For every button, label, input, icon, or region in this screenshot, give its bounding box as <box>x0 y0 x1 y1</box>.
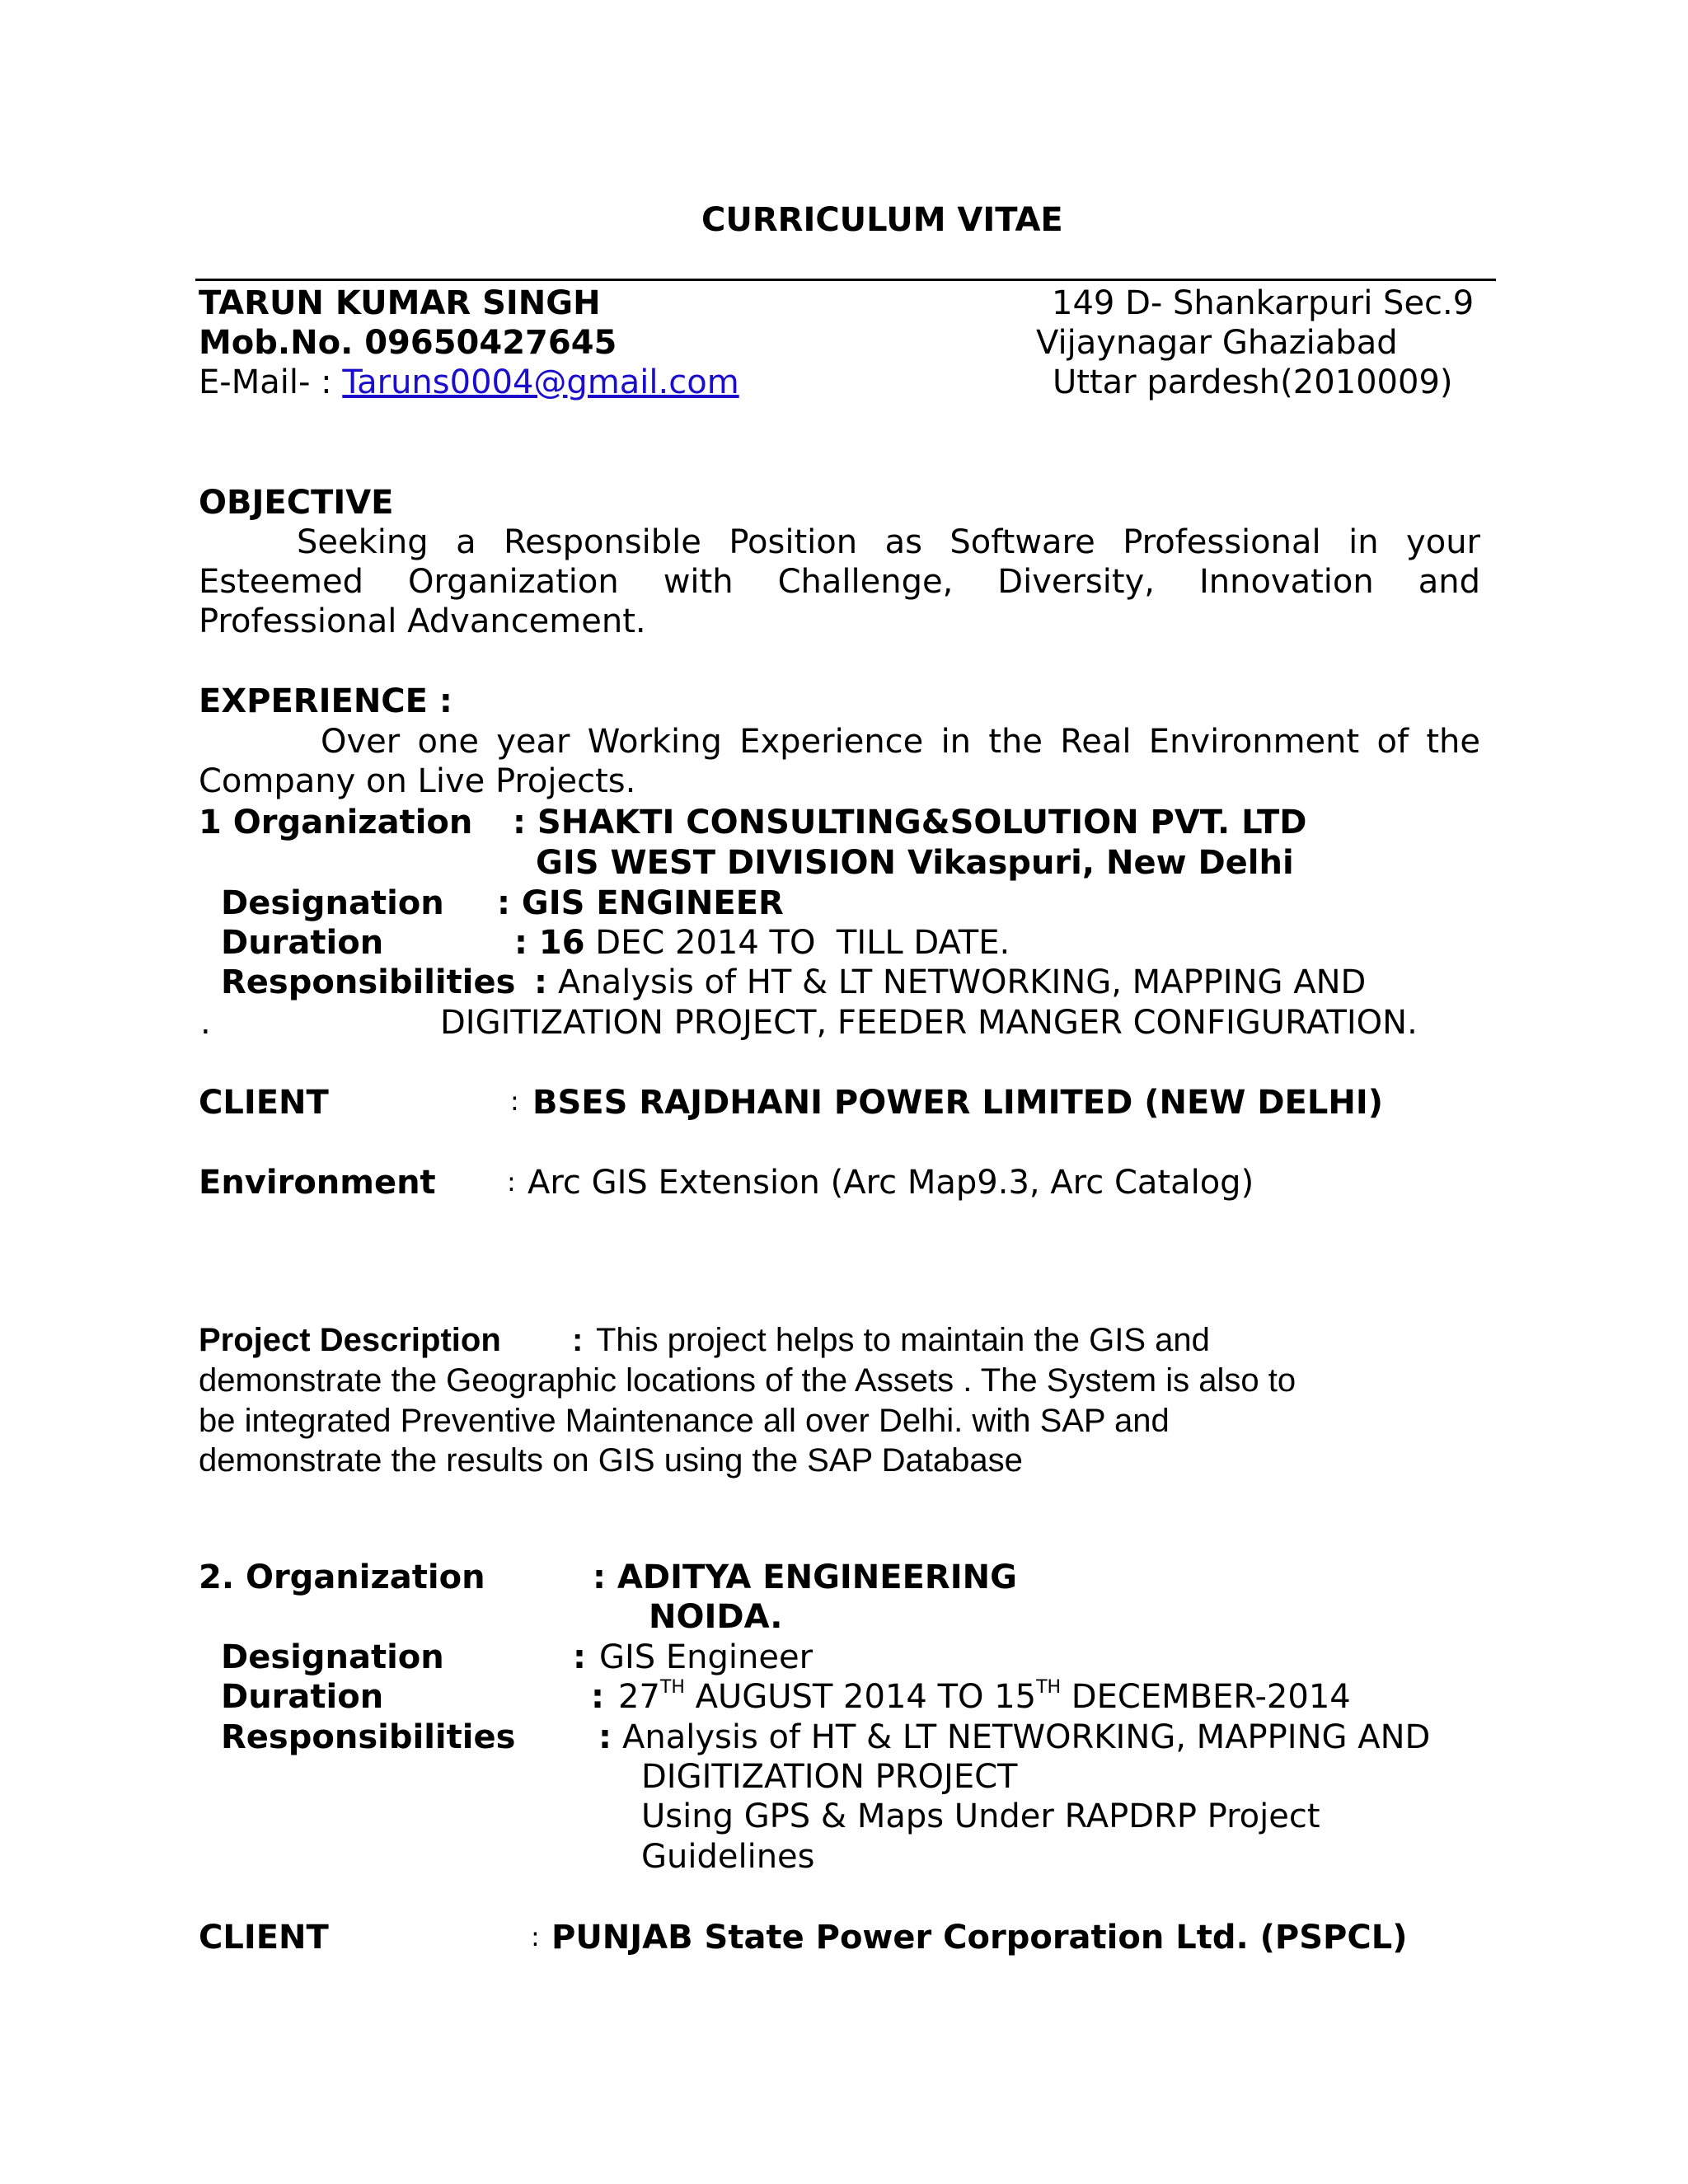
org2-duration-end: DECEMBER-2014 <box>1061 1678 1351 1716</box>
org1-env: Arc GIS Extension (Arc Map9.3, Arc Catalog) <box>528 1164 1254 1202</box>
candidate-name: TARUN KUMAR SINGH <box>199 284 601 322</box>
org1-env-label: Environment <box>199 1164 436 1202</box>
org1-project-line-4: demonstrate the results on GIS using the SAP Database <box>199 1442 1023 1479</box>
org1-designation: : GIS ENGINEER <box>497 884 784 922</box>
experience-line-2: Company on Live Projects. <box>199 762 636 800</box>
mobile-number: 09650427645 <box>364 324 617 362</box>
org1-project-colon: : <box>572 1322 584 1358</box>
org2-resp-label: Responsibilities <box>221 1718 516 1756</box>
org1-resp-label: Responsibilities <box>221 963 516 1001</box>
org1-resp-line-1: Analysis of HT & LT NETWORKING, MAPPING AND <box>558 963 1367 1001</box>
org1-label: 1 Organization <box>199 804 473 841</box>
org1-project-label: Project Description <box>199 1322 501 1358</box>
org1-duration-colon: : 16 <box>514 924 585 962</box>
org1-resp-line-2: DIGITIZATION PROJECT, FEEDER MANGER CONFIGURATION. <box>440 1004 1418 1042</box>
org2-resp-colon: : <box>598 1718 612 1756</box>
org1-project-line-3: be integrated Preventive Maintenance all over Delhi. with SAP and <box>199 1403 1170 1439</box>
objective-line-2: Esteemed Organization with Challenge, Diversity, Innovation and <box>199 563 1480 601</box>
org1-client: BSES RAJDHANI POWER LIMITED (NEW DELHI) <box>532 1084 1383 1122</box>
org2-duration-start-day: 27 <box>618 1678 660 1716</box>
org2-resp-line-4: Guidelines <box>641 1838 815 1876</box>
org2-designation-label: Designation <box>221 1638 444 1676</box>
org2-resp-line-3: Using GPS & Maps Under RAPDRP Project <box>641 1797 1320 1835</box>
email-link[interactable]: Taruns0004@gmail.com <box>342 363 739 401</box>
address-line-2: Vijaynagar Ghaziabad <box>1036 324 1398 362</box>
org2-duration-sup-1: TH <box>659 1677 685 1698</box>
objective-line-1: Seeking a Responsible Position as Software Professional in your <box>297 523 1480 561</box>
org2-resp-line-1: Analysis of HT & LT NETWORKING, MAPPING AND <box>622 1718 1431 1756</box>
org2-name-line-2: NOIDA. <box>649 1598 783 1636</box>
mobile-label: Mob.No. <box>199 324 354 362</box>
org2-duration-middle: AUGUST 2014 TO 15 <box>684 1678 1037 1716</box>
org2-label: 2. Organization <box>199 1558 485 1596</box>
org1-client-label: CLIENT <box>199 1084 329 1122</box>
org2-client-label: CLIENT <box>199 1919 329 1957</box>
org1-env-colon: : <box>507 1166 516 1197</box>
page-title: CURRICULUM VITAE <box>701 201 1063 239</box>
org1-duration <box>514 924 1010 962</box>
org1-duration-label: Duration <box>221 924 384 962</box>
org2-resp-line-2: DIGITIZATION PROJECT <box>641 1758 1018 1796</box>
org1-name-line-2: GIS WEST DIVISION Vikaspuri, New Delhi <box>536 844 1294 882</box>
address-line-1: 149 D- Shankarpuri Sec.9 <box>1052 284 1475 322</box>
objective-heading: OBJECTIVE <box>199 484 394 522</box>
org1-designation-label: Designation <box>221 884 444 922</box>
org1-project-line-2: demonstrate the Geographic locations of the Assets . The System is also to <box>199 1362 1296 1399</box>
experience-line-1: Over one year Working Experience in the Real Environment of the <box>321 723 1480 761</box>
org1-project-line-1: This project helps to maintain the GIS and <box>596 1322 1210 1358</box>
org2-designation-colon: : <box>573 1638 586 1676</box>
org1-name-line-1: : SHAKTI CONSULTING&SOLUTION PVT. LTD <box>513 804 1307 841</box>
org2-name-line-1: : ADITYA ENGINEERING <box>593 1558 1017 1596</box>
org2-duration-label: Duration <box>221 1678 384 1716</box>
org2-duration <box>618 1677 1351 1716</box>
mobile-line <box>199 324 617 362</box>
org2-duration-colon: : <box>591 1678 604 1716</box>
email-line <box>199 363 739 401</box>
org2-client-colon: : <box>531 1921 540 1952</box>
address-line-3: Uttar pardesh(2010009) <box>1053 363 1453 401</box>
experience-heading: EXPERIENCE : <box>199 682 452 720</box>
org2-designation: GIS Engineer <box>599 1638 814 1676</box>
header-divider <box>195 279 1496 281</box>
org1-client-colon: : <box>510 1085 519 1117</box>
org2-client: PUNJAB State Power Corporation Ltd. (PSPCL) <box>551 1919 1408 1957</box>
email-label: E-Mail- : <box>199 363 332 401</box>
org1-resp-dot: . <box>200 1004 211 1042</box>
org1-resp-colon: : <box>534 963 547 1001</box>
org2-duration-sup-2: TH <box>1036 1677 1062 1698</box>
org1-duration-rest: DEC 2014 TO TILL DATE. <box>584 924 1010 962</box>
objective-line-3: Professional Advancement. <box>199 602 646 640</box>
